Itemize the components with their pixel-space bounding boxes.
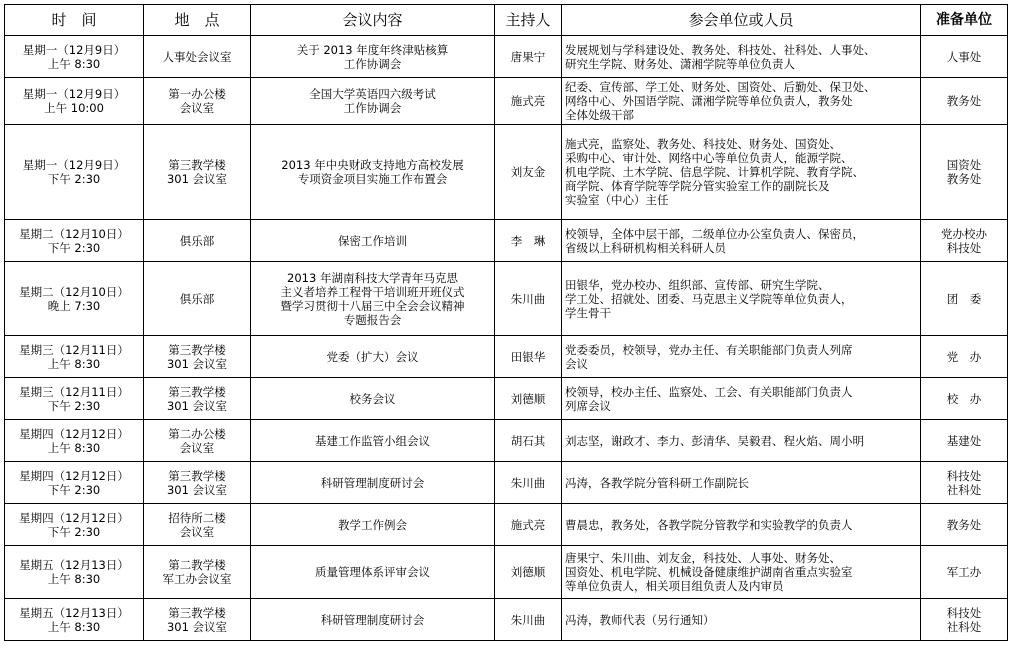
place-cell (144, 125, 251, 220)
prep-cell (921, 546, 1008, 599)
time-cell-line: 星期三（12月11日） (19, 342, 129, 357)
attendees-cell-line: 学工处、招就处、团委、马克思主义学院等单位负责人， (565, 291, 853, 306)
content-cell-line: 工作协调会 (343, 101, 402, 115)
time-cell (5, 78, 144, 125)
header-time: 时 间 (5, 5, 144, 36)
content-cell (251, 420, 495, 462)
attendees-cell (562, 336, 921, 378)
prep-cell-line: 党 办 (946, 349, 982, 364)
place-cell-line: 第三教学楼 (168, 158, 226, 172)
attendees-cell (562, 599, 921, 641)
time-cell-line: 上午 8:30 (47, 440, 101, 455)
prep-cell (921, 125, 1008, 220)
place-cell (144, 462, 251, 504)
time-cell-line: 下午 2:30 (47, 398, 101, 413)
table-row (5, 220, 1008, 262)
prep-cell-line: 教务处 (946, 517, 982, 532)
prep-cell (921, 220, 1008, 262)
time-cell (5, 262, 144, 336)
table-row (5, 420, 1008, 462)
prep-cell-line: 军工办 (946, 565, 982, 579)
attendees-cell-line: 校领导，校办主任、监察处、工会、有关职能部门负责人 (565, 384, 853, 399)
place-cell-line: 第三教学楼 (168, 342, 226, 357)
place-cell-line: 人事处会议室 (162, 49, 232, 64)
time-cell-line: 上午 8:30 (47, 356, 101, 371)
time-cell-line: 上午 10:00 (44, 101, 104, 115)
place-cell (144, 504, 251, 546)
host-cell: 施式亮 (495, 504, 562, 546)
time-cell-line: 星期二（12月10日） (19, 284, 129, 299)
time-cell-line: 星期二（12月10日） (19, 226, 129, 241)
attendees-cell (562, 262, 921, 336)
place-cell-line: 第三教学楼 (168, 384, 226, 399)
prep-cell (921, 336, 1008, 378)
place-cell-line: 会议室 (179, 440, 215, 455)
attendees-cell-line: 冯涛，各教学院分管科研工作副院长 (565, 475, 749, 490)
time-cell (5, 546, 144, 599)
table-row (5, 378, 1008, 420)
content-cell-line: 科研管理制度研讨会 (320, 475, 425, 490)
attendees-cell-line: 施式亮，监察处、教务处、科技处、财务处、国资处、 (565, 137, 841, 151)
header-row (5, 5, 1008, 36)
place-cell-line: 招待所二楼 (168, 510, 226, 525)
attendees-cell (562, 220, 921, 262)
attendees-cell (562, 462, 921, 504)
time-cell (5, 220, 144, 262)
header-attendees: 参会单位或人员 (562, 5, 921, 36)
attendees-cell-line: 刘志坚，谢政才、李力、彭清华、吴毅君、程火焰、周小明 (565, 433, 864, 448)
attendees-cell-line: 学生骨干 (565, 305, 611, 320)
place-cell-line: 军工办会议室 (162, 572, 232, 586)
attendees-cell-line: 唐果宁、朱川曲、刘友金，科技处、人事处、财务处、 (565, 551, 841, 565)
attendees-cell-line: 曹晨忠，教务处，各教学院分管教学和实验教学的负责人 (565, 517, 853, 532)
attendees-cell-line: 等单位负责人，相关项目组负责人及内审员 (565, 579, 784, 593)
table-row (5, 462, 1008, 504)
content-cell (251, 220, 495, 262)
time-cell-line: 星期三（12月11日） (19, 384, 129, 399)
host-cell: 朱川曲 (495, 462, 562, 504)
prep-cell-line: 科技处 (946, 240, 982, 255)
place-cell (144, 336, 251, 378)
host-cell: 刘友金 (495, 125, 562, 220)
time-cell-line: 星期四（12月12日） (19, 468, 129, 483)
time-cell-line: 星期四（12月12日） (19, 426, 129, 441)
content-cell-line: 质量管理体系评审会议 (315, 565, 430, 579)
content-cell-line: 专题报告会 (343, 312, 402, 327)
prep-cell-line: 校 办 (946, 391, 982, 406)
time-cell (5, 420, 144, 462)
attendees-cell (562, 420, 921, 462)
attendees-cell-line: 列席会议 (565, 398, 611, 413)
place-cell-line: 第三教学楼 (168, 468, 226, 483)
place-cell (144, 220, 251, 262)
place-cell (144, 262, 251, 336)
time-cell (5, 36, 144, 78)
attendees-cell-line: 党委委员，校领导，党办主任、有关职能部门负责人列席 (565, 342, 853, 357)
attendees-cell-line: 机电学院、土木学院、信息学院、计算机学院、教育学院、 (565, 165, 864, 179)
prep-cell-line: 社科处 (946, 482, 982, 497)
prep-cell-line: 教务处 (946, 94, 982, 108)
host-cell: 朱川曲 (495, 262, 562, 336)
prep-cell (921, 36, 1008, 78)
prep-cell (921, 78, 1008, 125)
content-cell (251, 36, 495, 78)
place-cell-line: 俱乐部 (179, 291, 215, 306)
prep-cell-line: 人事处 (946, 49, 982, 64)
attendees-cell-line: 实验室（中心）主任 (565, 193, 669, 207)
table-row (5, 125, 1008, 220)
content-cell-line: 2013 年中央财政支持地方高校发展 (281, 158, 464, 172)
prep-cell-line: 社科处 (946, 619, 982, 634)
prep-cell (921, 378, 1008, 420)
content-cell (251, 546, 495, 599)
attendees-cell (562, 78, 921, 125)
prep-cell-line: 国资处 (946, 158, 982, 172)
content-cell-line: 党委（扩大）会议 (326, 349, 419, 364)
place-cell (144, 78, 251, 125)
content-cell-line: 主义者培养工程骨干培训班开班仪式 (280, 284, 465, 299)
content-cell (251, 378, 495, 420)
prep-cell-line: 科技处 (946, 468, 982, 483)
prep-cell-line: 党办校办 (941, 226, 987, 241)
meeting-schedule (4, 4, 1007, 641)
time-cell-line: 上午 8:30 (47, 572, 101, 586)
table-row (5, 36, 1008, 78)
prep-cell-line: 基建处 (946, 433, 982, 448)
header-content: 会议内容 (251, 5, 495, 36)
header-host: 主持人 (495, 5, 562, 36)
content-cell-line: 教学工作例会 (338, 517, 407, 532)
attendees-cell (562, 125, 921, 220)
place-cell-line: 301 会议室 (166, 619, 228, 634)
place-cell-line: 会议室 (179, 524, 215, 539)
time-cell-line: 晚上 7:30 (47, 298, 101, 313)
meeting-table (4, 4, 1008, 641)
content-cell (251, 125, 495, 220)
time-cell-line: 星期一（12月9日） (22, 42, 126, 57)
time-cell-line: 上午 8:30 (47, 56, 101, 71)
place-cell (144, 546, 251, 599)
table-row (5, 546, 1008, 599)
prep-cell-line: 团 委 (946, 291, 982, 306)
content-cell (251, 462, 495, 504)
place-cell-line: 会议室 (179, 101, 215, 115)
attendees-cell-line: 会议 (565, 356, 588, 371)
prep-cell (921, 599, 1008, 641)
attendees-cell (562, 546, 921, 599)
time-cell-line: 星期四（12月12日） (19, 510, 129, 525)
content-cell-line: 关于 2013 年度年终津贴核算 (296, 42, 449, 57)
attendees-cell-line: 网络中心、外国语学院、潇湘学院等单位负责人，教务处 (565, 94, 853, 108)
host-cell: 胡石其 (495, 420, 562, 462)
time-cell-line: 星期一（12月9日） (22, 87, 126, 101)
time-cell-line: 星期五（12月13日） (19, 558, 129, 572)
prep-cell (921, 504, 1008, 546)
place-cell-line: 301 会议室 (166, 356, 228, 371)
time-cell-line: 下午 2:30 (47, 172, 101, 186)
time-cell-line: 上午 8:30 (47, 619, 101, 634)
table-row (5, 599, 1008, 641)
time-cell-line: 下午 2:30 (47, 240, 101, 255)
content-cell-line: 专项资金项目实施工作布置会 (297, 172, 448, 186)
attendees-cell-line: 田银华，党办校办、组织部、宣传部、研究生学院、 (565, 277, 830, 292)
place-cell-line: 第二办公楼 (168, 426, 226, 441)
content-cell-line: 保密工作培训 (338, 233, 407, 248)
time-cell (5, 599, 144, 641)
place-cell (144, 378, 251, 420)
time-cell (5, 504, 144, 546)
content-cell (251, 336, 495, 378)
header-prep: 准备单位 (921, 5, 1008, 36)
place-cell-line: 第三教学楼 (168, 605, 226, 620)
table-row (5, 78, 1008, 125)
place-cell (144, 599, 251, 641)
host-cell: 田银华 (495, 336, 562, 378)
attendees-cell (562, 36, 921, 78)
content-cell-line: 全国大学英语四六级考试 (309, 87, 436, 101)
attendees-cell-line: 发展规划与学科建设处、教务处、科技处、社科处、人事处、 (565, 42, 876, 57)
content-cell-line: 2013 年湖南科技大学青年马克思 (287, 270, 458, 285)
place-cell-line: 301 会议室 (166, 398, 228, 413)
header-place: 地 点 (144, 5, 251, 36)
host-cell: 刘德顺 (495, 378, 562, 420)
prep-cell-line: 教务处 (946, 172, 982, 186)
prep-cell (921, 420, 1008, 462)
host-cell: 李 琳 (495, 220, 562, 262)
place-cell (144, 420, 251, 462)
attendees-cell-line: 校领导，全体中层干部，二级单位办公室负责人、保密员， (565, 226, 864, 241)
table-row (5, 504, 1008, 546)
content-cell (251, 504, 495, 546)
attendees-cell-line: 省级以上科研机构相关科研人员 (565, 240, 726, 255)
place-cell-line: 第一办公楼 (168, 87, 226, 101)
attendees-cell-line: 全体处级干部 (565, 108, 634, 122)
place-cell-line: 301 会议室 (166, 482, 228, 497)
content-cell (251, 262, 495, 336)
attendees-cell-line: 研究生学院、财务处、潇湘学院等单位负责人 (565, 56, 795, 71)
place-cell-line: 301 会议室 (166, 172, 228, 186)
time-cell (5, 125, 144, 220)
host-cell: 唐果宁 (495, 36, 562, 78)
host-cell: 刘德顺 (495, 546, 562, 599)
attendees-cell-line: 冯涛，教师代表（另行通知） (565, 612, 715, 627)
content-cell-line: 校务会议 (349, 391, 396, 406)
attendees-cell-line: 纪委、宣传部、学工处、财务处、国资处、后勤处、保卫处、 (565, 80, 876, 94)
attendees-cell (562, 504, 921, 546)
place-cell (144, 36, 251, 78)
prep-cell (921, 462, 1008, 504)
time-cell (5, 462, 144, 504)
attendees-cell-line: 采购中心、审计处、网络中心等单位负责人，能源学院、 (565, 151, 853, 165)
time-cell-line: 星期一（12月9日） (22, 158, 126, 172)
content-cell-line: 工作协调会 (343, 56, 402, 71)
table-row (5, 336, 1008, 378)
host-cell: 施式亮 (495, 78, 562, 125)
place-cell-line: 第二教学楼 (168, 558, 226, 572)
time-cell (5, 336, 144, 378)
attendees-cell-line: 商学院、体育学院等学院分管实验室工作的副院长及 (565, 179, 830, 193)
place-cell-line: 俱乐部 (179, 233, 215, 248)
time-cell-line: 下午 2:30 (47, 524, 101, 539)
content-cell-line: 基建工作监管小组会议 (315, 433, 430, 448)
time-cell-line: 星期五（12月13日） (19, 605, 129, 620)
attendees-cell-line: 国资处、机电学院、机械设备健康维护湖南省重点实验室 (565, 565, 853, 579)
time-cell (5, 378, 144, 420)
content-cell (251, 78, 495, 125)
content-cell (251, 599, 495, 641)
host-cell: 朱川曲 (495, 599, 562, 641)
time-cell-line: 下午 2:30 (47, 482, 101, 497)
content-cell-line: 科研管理制度研讨会 (320, 612, 425, 627)
attendees-cell (562, 378, 921, 420)
table-row (5, 262, 1008, 336)
content-cell-line: 暨学习贯彻十八届三中全会会议精神 (280, 298, 465, 313)
prep-cell (921, 262, 1008, 336)
prep-cell-line: 科技处 (946, 605, 982, 620)
